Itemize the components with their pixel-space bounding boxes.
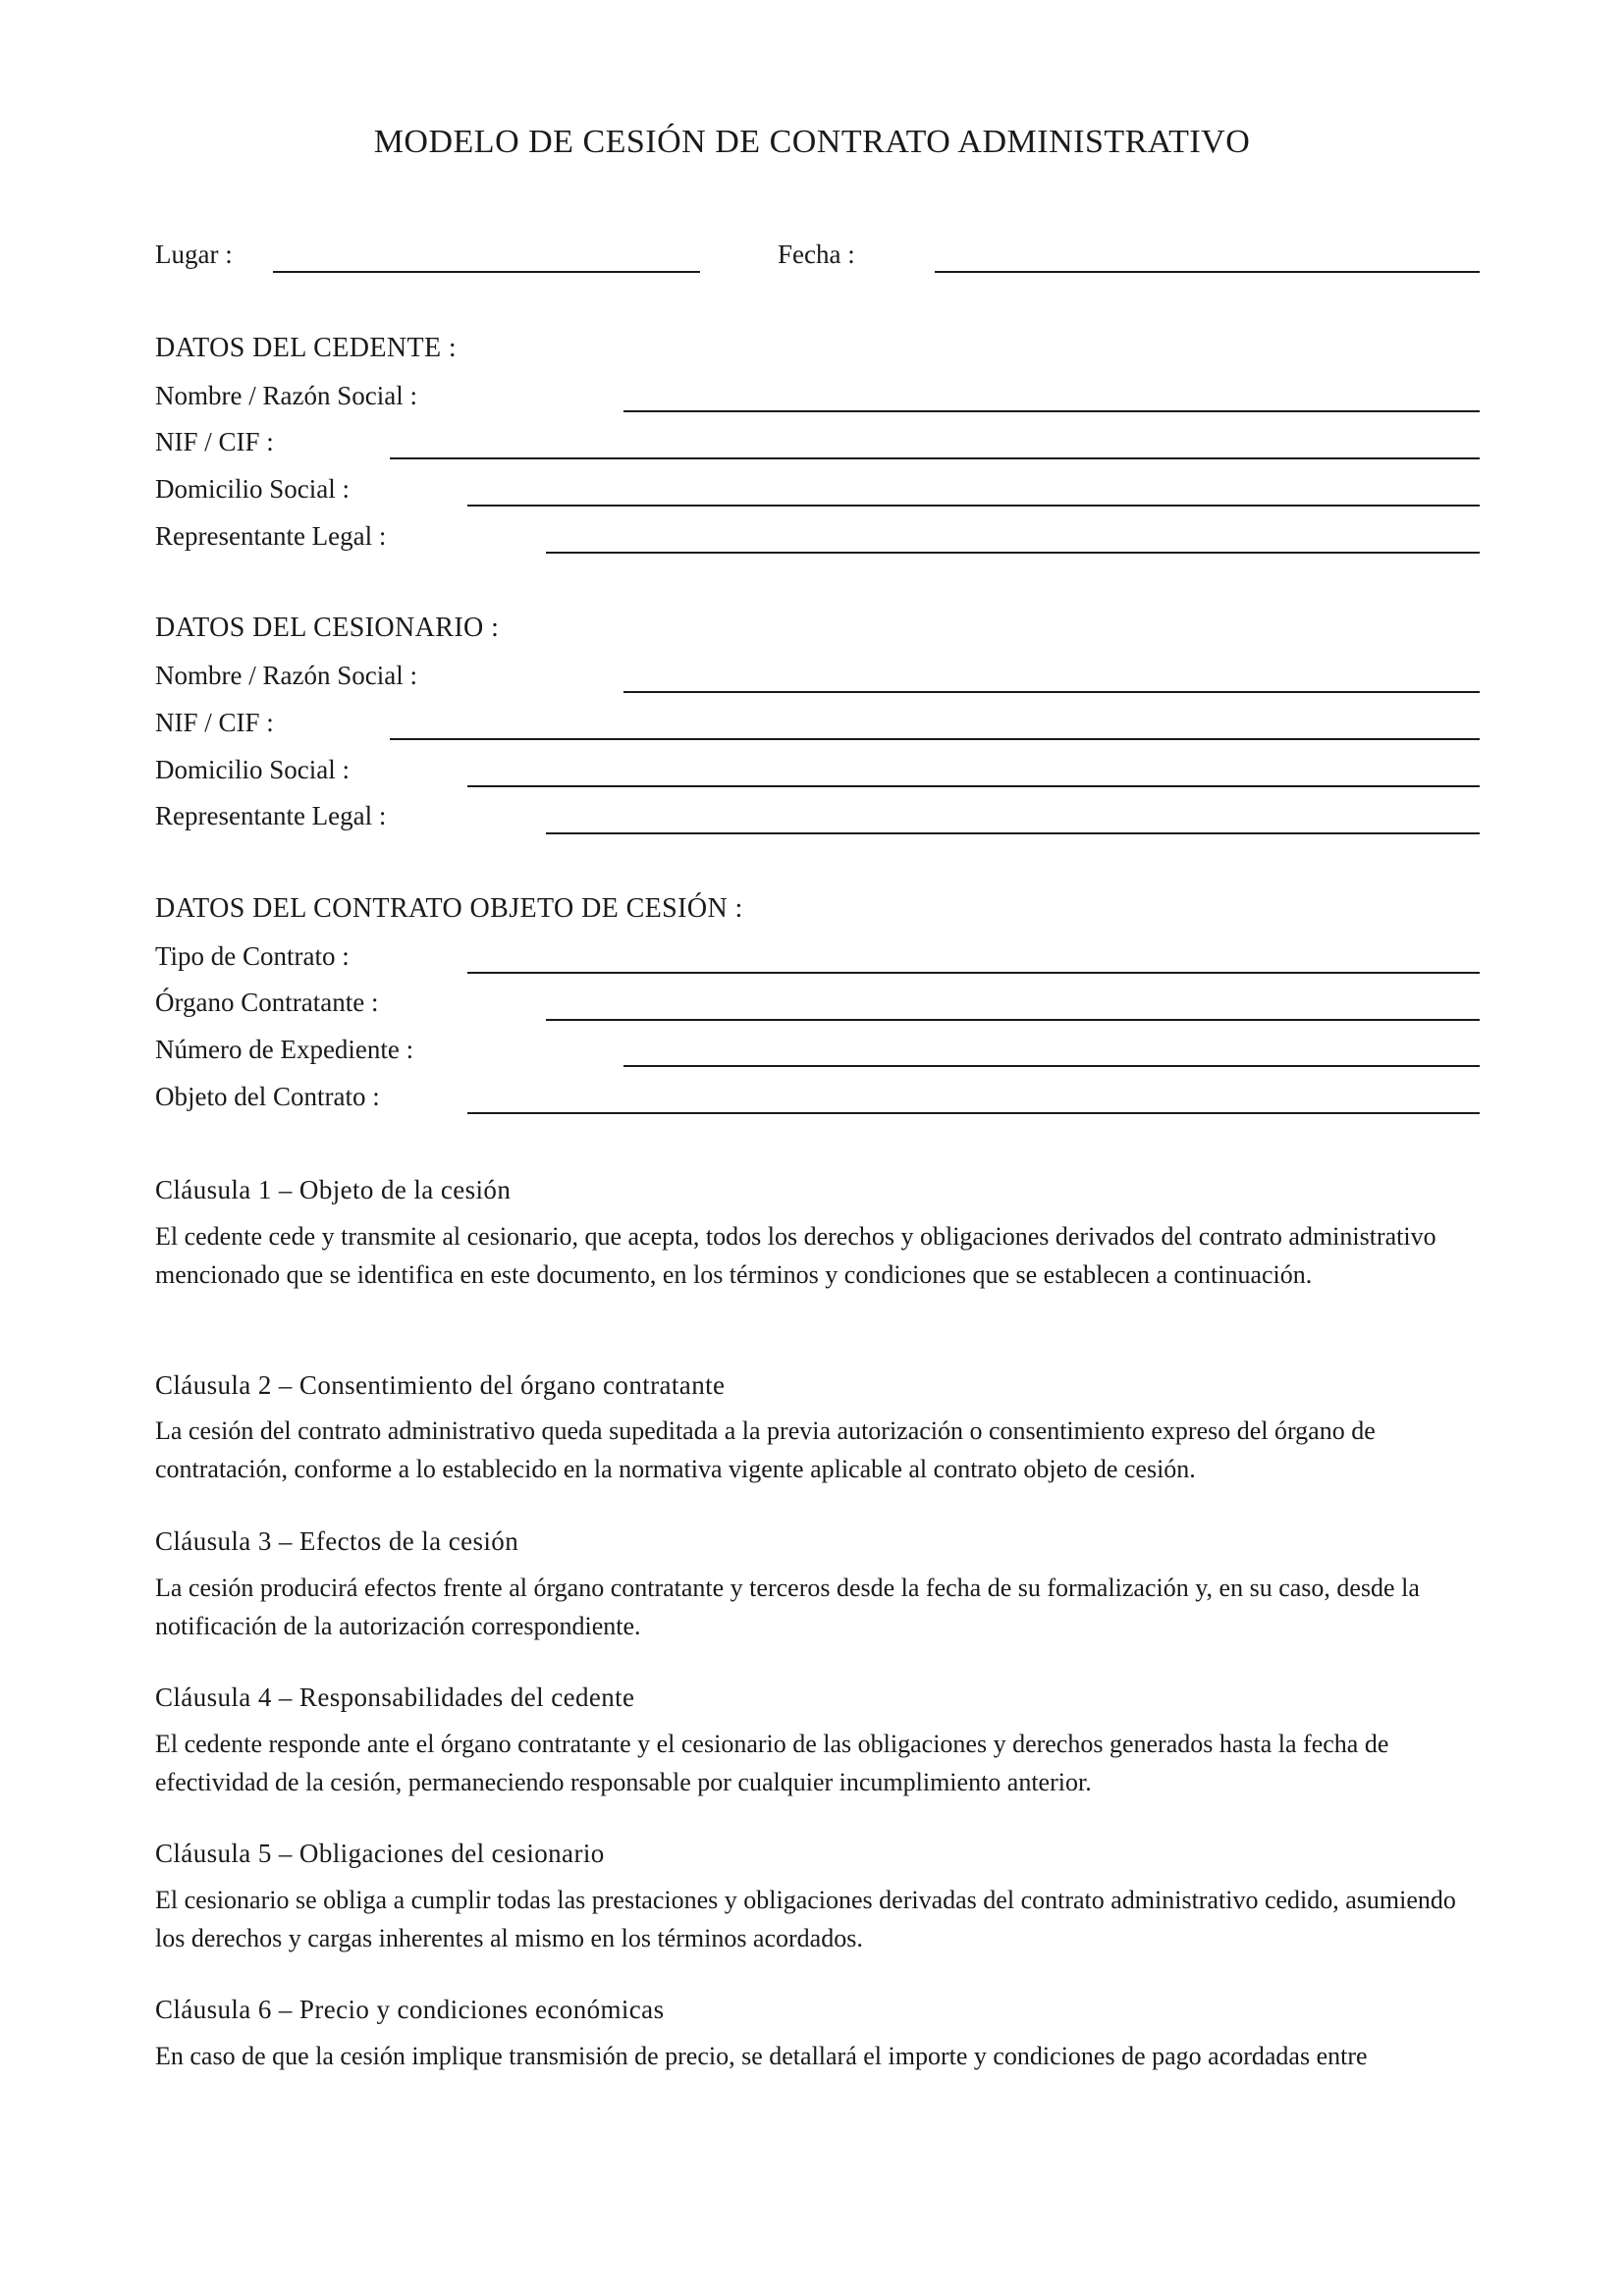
contrato-objeto-field[interactable] — [467, 1112, 1480, 1114]
cesionario-representante-field[interactable] — [546, 832, 1480, 834]
clausula-2-text: La cesión del contrato administrativo queda supeditada a la previa autorización o consentimiento expreso del órgano de contratación, conforme a lo establecido en la normativa vigente aplicable al contrato objeto de cesión. — [155, 1416, 1376, 1483]
clausula-2-title: Cláusula 2 – Consentimiento del órgano contratante — [155, 1370, 726, 1400]
clausula-6-title: Cláusula 6 – Precio y condiciones económicas — [155, 1995, 665, 2024]
cedente-nif-label: NIF / CIF : — [155, 427, 274, 456]
lugar-label: Lugar : — [155, 240, 233, 269]
cesionario-nif-label: NIF / CIF : — [155, 708, 274, 737]
cedente-nif-field[interactable] — [390, 457, 1480, 459]
clausula-3-title: Cláusula 3 – Efectos de la cesión — [155, 1526, 519, 1556]
cedente-nombre-field[interactable] — [623, 410, 1480, 412]
cedente-domicilio-field[interactable] — [467, 505, 1480, 507]
cedente-nombre-label: Nombre / Razón Social : — [155, 381, 417, 410]
contrato-heading: DATOS DEL CONTRATO OBJETO DE CESIÓN : — [155, 893, 743, 924]
contrato-expediente-label: Número de Expediente : — [155, 1035, 414, 1064]
cesionario-nombre-label: Nombre / Razón Social : — [155, 661, 417, 690]
clausula-6-text: En caso de que la cesión implique transmisión de precio, se detallará el importe y condiciones de pago acordadas entre — [155, 2042, 1368, 2070]
cesionario-heading: DATOS DEL CESIONARIO : — [155, 613, 500, 643]
cedente-representante-field[interactable] — [546, 552, 1480, 554]
cedente-heading: DATOS DEL CEDENTE : — [155, 333, 458, 363]
contrato-organo-field[interactable] — [546, 1019, 1480, 1021]
contrato-expediente-field[interactable] — [623, 1065, 1480, 1067]
fecha-label: Fecha : — [778, 240, 855, 269]
clausula-1-text: El cedente cede y transmite al cesionario, que acepta, todos los derechos y obligaciones derivados del contrato administrativo mencionado que se identifica en este documento, en los términos y condiciones que se establecen a continuación. — [155, 1222, 1436, 1289]
cesionario-representante-label: Representante Legal : — [155, 801, 387, 830]
contrato-organo-label: Órgano Contratante : — [155, 988, 379, 1017]
clausula-4-text: El cedente responde ante el órgano contratante y el cesionario de las obligaciones y derechos generados hasta la fecha de efectividad de la cesión, permaneciendo responsable por cualquier incumplimiento anterior. — [155, 1730, 1389, 1796]
clausula-4-title: Cláusula 4 – Responsabilidades del cedente — [155, 1682, 635, 1712]
cesionario-domicilio-label: Domicilio Social : — [155, 755, 350, 784]
cesionario-nif-field[interactable] — [390, 738, 1480, 740]
cesionario-nombre-field[interactable] — [623, 691, 1480, 693]
cesionario-domicilio-field[interactable] — [467, 785, 1480, 787]
fecha-field[interactable] — [935, 271, 1480, 273]
document-title: MODELO DE CESIÓN DE CONTRATO ADMINISTRATIVO — [373, 124, 1251, 160]
contrato-tipo-label: Tipo de Contrato : — [155, 941, 350, 971]
clausula-3-text: La cesión producirá efectos frente al órgano contratante y terceros desde la fecha de su formalización y, en su caso, desde la notificación de la autorización correspondiente. — [155, 1574, 1420, 1640]
clausula-1-title: Cláusula 1 – Objeto de la cesión — [155, 1175, 512, 1204]
contrato-tipo-field[interactable] — [467, 972, 1480, 974]
clausula-5-title: Cláusula 5 – Obligaciones del cesionario — [155, 1839, 605, 1868]
lugar-field[interactable] — [273, 271, 700, 273]
clausula-5-text: El cesionario se obliga a cumplir todas las prestaciones y obligaciones derivadas del contrato administrativo cedido, asumiendo los derechos y cargas inherentes al mismo en los términos acordados. — [155, 1886, 1456, 1952]
cedente-domicilio-label: Domicilio Social : — [155, 474, 350, 504]
contrato-objeto-label: Objeto del Contrato : — [155, 1082, 380, 1111]
cedente-representante-label: Representante Legal : — [155, 521, 387, 551]
